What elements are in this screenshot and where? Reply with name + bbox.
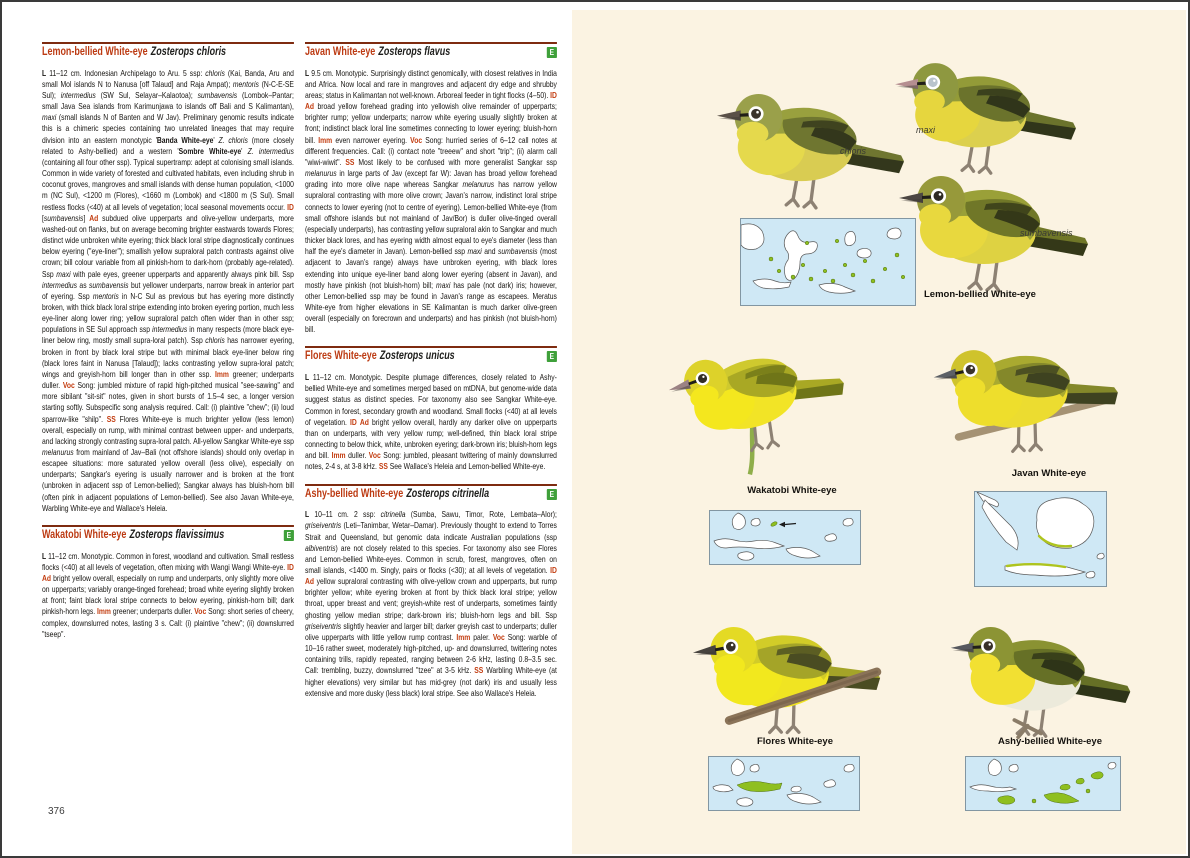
endemic-badge: E [284,530,294,541]
page-number: 376 [48,806,65,817]
species-common-name: Javan White-eye [305,46,376,58]
species-body-text: L 10–11 cm. 2 ssp: citrinella (Sumba, Sawu, Timor, Rote, Lembata–Alor); griseiventris (Leti–Tanimbar, Wetar–Damar). Previously thought to extend to Torres Strait and Queensland, but genomic data indicate Australian populations (ssp albiventris) are not closely related to this species. For taxonomy also see Flores and Lemon-bellied White-eyes. Common in scrub, forest, mangroves, often on small islands, <1400 m. Singly, pairs or flocks (<30); at all levels of vegetation. ID Ad yellow supraloral contrasting with olive-yellow crown and upperparts, but rump brighter yellow; white eyering broken at front by thick black loral stripe; yellow throat, upper breast and vent; greyish-white rest of underparts, sometimes faintly ghosting yellow median stripe; dark-brown iris; bluish-horn legs and bill. Ssp griseiventris slightly heavier and larger bill; darker greyish cast to underparts; duller olive upperparts with little yellow rump contrast. Imm paler. Voc Song: warble of 10–16 rather sweet, moderately high-pitched, up- and downslurred, twittering notes containing trills, rapidly repeated, ranging between 2-6 kHz, lasting 0.8–3.5 sec. Call: trembling, buzzy, downslurred "tzee" at 3-5 kHz. SS Warbling White-eye (at higher elevations) very similar but has mid-grey (not dark) iris and usually less extensive and more dusky (less black) loral stripe. See also Wallace's Heleia. [305,509,557,698]
species-account-ashy-bellied [305,484,557,699]
species-common-name: Wakatobi White-eye [42,528,127,541]
figure-label-wakatobi: Wakatobi White-eye [747,485,837,496]
species-body-text: L 11–12 cm. Monotypic. Despite plumage differences, closely related to Ashy-bellied White-eye and sometimes merged based on mtDNA, but genome-wide data suggest status as distinct species. For taxonomy also see Sangkar White-eye. Common in forest, secondary growth and woodland. Small flocks (<40) at all levels of vegetation. ID Ad bright yellow overall, hardly any darker olive on upperparts than on underparts, with very yellow rump; well-defined, thin black loral stripe connecting to below thick, white, unbroken eyering; dark-brown iris; bluish-horn legs and bill. Imm duller. Voc Song: jumbled, pleasant twittering of mainly downslurred notes, 2-4 s, at 3-8 kHz. SS See Wallace's Heleia and Lemon-bellied White-eye. [305,372,557,472]
distribution-map-wakatobi [709,510,861,565]
distribution-map-flores [708,756,860,811]
figure-label-javan: Javan White-eye [1011,468,1087,479]
species-scientific-name: Zosterops unicus [379,350,455,363]
bird-illustration-javan [932,323,1122,456]
species-common-name: Flores White-eye [305,350,377,363]
species-account-lemon-bellied [42,42,294,514]
species-body-text: L 11–12 cm. Indonesian Archipelago to Aru. 5 ssp: chloris (Kai, Banda, Aru and small Mol islands N to Nanusa [off Talaud] and Raja Ampat); mentoris (N-C-E-SE Sul); intermedius (SW Sul, Selayar–Kalaotoa); sumbavensis (Lombok–Pantar; small Java Sea islands from Karimunjawa to islands off Bali and S Kalimantan), maxi (small islands N of Banten and W Jav). Preliminary genomic results indicate this is a chimeric species containing two unrelated lineages that may require division into an eastern monotypic 'Banda White-eye' Z. chloris (more closely related to Ashy-bellied) and a western 'Sombre White-eye' Z. intermedius (containing all four other ssp). Typical supertramp: adept at colonising small islands. Common in wide variety of forested and cultivated habitats, even including shrub in coconut groves, mangroves and small islands with dense human population, <1000 m (NC Sul), <1200 m (Flores), <1660 m (Lombok) and <1800 m (S Sul). Small restless flocks (<40) at all levels of vegetation; local seasonal movements occur. ID [sumbavensis] Ad subdued olive upperparts and olive-yellow underparts, more washed-out on flanks, but on average becoming brighter eastwards towards Flores; distinct wide unbroken white eyering; thick black loral stripe diagnostically continues below eyering ("eye-liner"); smallish yellow supraloral patch contrasts against olive crown; bill colour variable from all pinkish-horn to dark-horn (probably age-related). Ssp maxi with pale eyes, greener upperparts and apparently always pink bill. Ssp intermedius as sumbavensis but yellower underparts, narrow break in anterior part of eyering. Ssp mentoris in N-C Sul as previous but has eyering more distinctly broken, with thick black loral stripe extending into broken eyering portion, much less eye-liner along lower ring; yellow supraloral patch often wider than in other ssp; populations in SE Sul approach ssp intermedius in many respects (more black eye-liner below ring, mostly small supra-loral patch). Ssp chloris has narrower eyering, broken in front by black loral stripe but with minimal black eye-liner below ring (black lores faint in Nanusa [Talaud]); lacks contrasting yellow supra-loral patch; wings and greyish-horn bill longer than in other ssp. Imm greener; underparts duller. Voc Song: jumbled mixture of rapid high-pitched musical "see-sawing" and more sibilant "sit-sit" notes, given in short bursts of 1.5–4 sec, a longer version starting softly. Subspecific song analysis required. Call: (i) plaintive "chew"; (ii) loud sparrow-like "shilp". SS Flores White-eye is much brighter yellow (less lemon) overall, especially on rump, with minimal contrast between upper- and underparts, and lacking strongly contrasting supra-loral patch. All-yellow Sangkar White-eye ssp melanurus from mainland of Jav–Bali (not offshore islands) should only overlap in escapee situations: more saturated yellow overall (less olive), especially on underparts; Sangkar's eyering is usually narrower and is broken at the front (unbroken in adjacent ssp of Lemon-bellied); Sangkar always has bluish-horn bill (often pink in adjacent populations of Lemon-bellied). See also Javan White-eye, Warbling White-eye and Wallace's Heleia. [42,67,294,513]
ssp-label-sumbavensis: sumbavensis [1020,228,1073,238]
figure-label-ashy-bellied: Ashy-bellied White-eye [998,736,1102,747]
species-heading [305,46,557,59]
species-common-name: Lemon-bellied White-eye [42,46,148,58]
bird-illustration-wakatobi [668,326,848,478]
figure-label-lemon-bellied: Lemon-bellied White-eye [924,289,1036,300]
species-common-name: Ashy-bellied White-eye [305,487,404,500]
species-body-text: L 11–12 cm. Monotypic. Common in forest, woodland and cultivation. Small restless flocks (<40) at all levels of vegetation, often mixing with Wangi Wangi White-eye. ID Ad bright yellow overall, especially on rump and underparts, only slightly more olive on upperparts; variably orange-tinged forehead; broad white eyering slightly broken at front; faint black loral stripe connects to below eyering, pinkish-horn bill; dark pinkish-horn legs. Imm greener; underparts duller. Voc Song: short series of cheery, complex, downslurred notes, lasting 3 s. Call: (i) plaintive "chew"; (ii) downslurred "tseep". [42,550,294,639]
species-heading [305,350,557,363]
figure-label-flores: Flores White-eye [756,736,834,747]
bird-illustration-ashy-bellied [946,608,1136,741]
species-heading [42,46,294,59]
endemic-badge: E [547,47,557,58]
ssp-label-chloris: chloris [840,146,867,156]
species-heading [42,529,294,542]
species-scientific-name: Zosterops citrinella [406,487,490,500]
species-scientific-name: Zosterops chloris [150,46,227,58]
species-account-flores [305,346,557,472]
species-account-javan [305,42,557,335]
distribution-map-lemon-bellied [740,218,916,306]
distribution-map-javan [974,491,1107,587]
species-heading [305,488,557,501]
bird-illustration-flores [690,602,885,738]
species-scientific-name: Zosterops flavus [378,46,451,58]
illustration-plate [572,10,1186,854]
bird-illustration-sumbavensis [894,156,1094,296]
species-body-text: L 9.5 cm. Monotypic. Surprisingly distinct genomically, with closest relatives in India and Africa. Now local and rare in mangroves and adjacent dry edge and shrubby areas; status in Kalimantan not well-known. Arboreal feeder in tight flocks (4–50). ID Ad broad yellow forehead grading into yellowish olive remainder of upperparts; brighter rump; yellow underparts; narrow white eyering usually slightly broken at front; indistinct black loral line sometimes connecting to lower eyering; bluish-horn bill. Imm even narrower eyering. Voc Song: hurried series of 6–12 call notes at different frequencies. Call: (i) contact note "treeew" and short "trip"; (ii) alarm call "wiwi-wiwit". SS Most likely to be confused with more generalist Sangkar ssp melanurus in large parts of Jav (except far W): Javan has broad yellow forehead grading into more olive nape whereas Sangkar melanurus has narrow yellow supraloral contrasting with more olive crown; Javan's narrow, indistinct loral stripe connects to lower eyering (not to centre of eyering). Lemon-bellied White-eye (from small offshore islands but not mainland of Jav/Bor) is duller olive-tinged overall (especially underparts), has contrasting yellow supraloral akin to Sangkar and much thicker black lores, and has eyering width almost equal to eye's diameter (less than half the eye's diameter in Javan). Lemon-bellied ssp maxi and sumbavensis (most adjacent to Javan's range) always have unbroken eyering, with black lores extending into unique eye-liner band along lower eyering (absent in Javan), and mostly have pinkish (not bluish-horn) bill; maxi has pale (not dark) iris; however, other Lemon-bellied ssp may be found in Javan's range as escapees. Meratus White-eye from higher elevations in SE Kalimantan is much darker olive-green overall (especially on forecrown and underparts) and has pinkish (not bluish-horn) bill. [305,67,557,335]
bird-illustration-chloris [712,74,910,213]
endemic-badge: E [547,351,557,362]
endemic-badge: E [547,489,557,500]
species-account-wakatobi [42,525,294,640]
species-scientific-name: Zosterops flavissimus [129,528,225,541]
distribution-map-ashy-bellied [965,756,1121,811]
ssp-label-maxi: maxi [916,125,936,135]
